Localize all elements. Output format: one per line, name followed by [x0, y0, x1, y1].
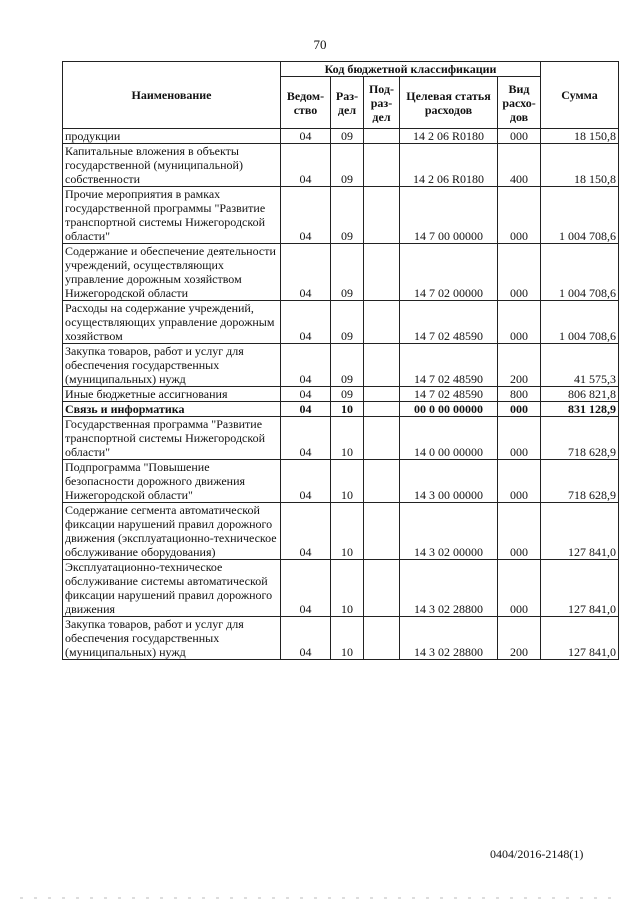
table-row	[63, 244, 619, 301]
table-row	[63, 617, 619, 660]
row-target: 14 7 02 48590	[400, 387, 498, 402]
row-department: 04	[281, 417, 331, 460]
row-expense-type: 200	[498, 344, 541, 387]
row-sum: 718 628,9	[541, 417, 619, 460]
row-expense-type: 000	[498, 301, 541, 344]
row-target: 14 3 02 00000	[400, 503, 498, 560]
row-target: 14 7 00 00000	[400, 187, 498, 244]
row-section: 10	[331, 417, 364, 460]
row-department: 04	[281, 144, 331, 187]
row-target: 14 2 06 R0180	[400, 129, 498, 144]
row-subsection	[364, 344, 400, 387]
header-target: Целевая статья расходов	[400, 77, 498, 129]
row-sum: 1 004 708,6	[541, 187, 619, 244]
table-row	[63, 129, 619, 144]
row-department: 04	[281, 301, 331, 344]
row-name: Расходы на содержание учреждений, осуществляющих управление дорожным хозяйством	[63, 301, 281, 344]
row-name: Прочие мероприятия в рамках государственной программы "Развитие транспортной системы Нижегородской области"	[63, 187, 281, 244]
row-expense-type: 000	[498, 460, 541, 503]
row-name: Закупка товаров, работ и услуг для обеспечения государственных (муниципальных) нужд	[63, 617, 281, 660]
row-target: 14 7 02 48590	[400, 344, 498, 387]
row-target: 14 3 00 00000	[400, 460, 498, 503]
table-row	[63, 301, 619, 344]
table-row	[63, 387, 619, 402]
row-name: Эксплуатационно-техническое обслуживание системы автоматической фиксации нарушений правил дорожного движения	[63, 560, 281, 617]
row-subsection	[364, 144, 400, 187]
row-department: 04	[281, 129, 331, 144]
row-target: 14 3 02 28800	[400, 560, 498, 617]
header-name: Наименование	[63, 62, 281, 129]
row-name: Содержание и обеспечение деятельности учреждений, осуществляющих управление дорожным хозяйством Нижегородской области	[63, 244, 281, 301]
row-name: Капитальные вложения в объекты государственной (муниципальной) собственности	[63, 144, 281, 187]
row-name: Закупка товаров, работ и услуг для обеспечения государственных (муниципальных) нужд	[63, 344, 281, 387]
row-target: 14 7 02 48590	[400, 301, 498, 344]
row-subsection	[364, 187, 400, 244]
row-expense-type: 000	[498, 129, 541, 144]
row-department: 04	[281, 344, 331, 387]
header-section: Раз-дел	[331, 77, 364, 129]
row-sum: 718 628,9	[541, 460, 619, 503]
row-section: 09	[331, 387, 364, 402]
row-section: 09	[331, 129, 364, 144]
header-classification-group: Код бюджетной классификации	[281, 62, 541, 77]
row-sum: 18 150,8	[541, 144, 619, 187]
row-expense-type: 000	[498, 503, 541, 560]
row-subsection	[364, 503, 400, 560]
row-target: 14 3 02 28800	[400, 617, 498, 660]
row-sum: 127 841,0	[541, 617, 619, 660]
row-section: 10	[331, 617, 364, 660]
row-department: 04	[281, 402, 331, 417]
row-name: Содержание сегмента автоматической фиксации нарушений правил дорожного движения (эксплуатационно-техническое обслуживание оборудования)	[63, 503, 281, 560]
row-target: 14 0 00 00000	[400, 417, 498, 460]
row-expense-type: 400	[498, 144, 541, 187]
row-name: продукции	[63, 129, 281, 144]
header-expense-type: Вид расхо-дов	[498, 77, 541, 129]
row-subsection	[364, 417, 400, 460]
row-section: 09	[331, 344, 364, 387]
row-expense-type: 000	[498, 402, 541, 417]
row-section: 10	[331, 460, 364, 503]
budget-table	[62, 61, 619, 660]
row-subsection	[364, 129, 400, 144]
row-section: 09	[331, 187, 364, 244]
table-row	[63, 503, 619, 560]
table-row	[63, 417, 619, 460]
row-department: 04	[281, 244, 331, 301]
row-subsection	[364, 244, 400, 301]
row-department: 04	[281, 187, 331, 244]
table-row	[63, 187, 619, 244]
row-section: 10	[331, 503, 364, 560]
page-number: 70	[313, 37, 327, 52]
row-target: 14 7 02 00000	[400, 244, 498, 301]
row-expense-type: 000	[498, 244, 541, 301]
row-section: 09	[331, 144, 364, 187]
row-sum: 1 004 708,6	[541, 301, 619, 344]
row-department: 04	[281, 460, 331, 503]
scan-edge-noise	[20, 897, 620, 899]
row-expense-type: 000	[498, 417, 541, 460]
row-subsection	[364, 460, 400, 503]
header-subsection: Под-раз-дел	[364, 77, 400, 129]
row-sum: 41 575,3	[541, 344, 619, 387]
row-name: Связь и информатика	[63, 402, 281, 417]
row-expense-type: 000	[498, 560, 541, 617]
table-row	[63, 144, 619, 187]
row-subsection	[364, 617, 400, 660]
row-target: 14 2 06 R0180	[400, 144, 498, 187]
header-sum: Сумма	[541, 62, 619, 129]
row-sum: 1 004 708,6	[541, 244, 619, 301]
row-department: 04	[281, 560, 331, 617]
row-subsection	[364, 387, 400, 402]
row-name: Иные бюджетные ассигнования	[63, 387, 281, 402]
row-section: 09	[331, 301, 364, 344]
row-expense-type: 000	[498, 187, 541, 244]
table-row-section-total	[63, 402, 619, 417]
row-name: Подпрограмма "Повышение безопасности дорожного движения Нижегородской области"	[63, 460, 281, 503]
row-section: 09	[331, 244, 364, 301]
row-subsection	[364, 402, 400, 417]
table-row	[63, 560, 619, 617]
row-sum: 18 150,8	[541, 129, 619, 144]
row-expense-type: 200	[498, 617, 541, 660]
row-sum: 806 821,8	[541, 387, 619, 402]
row-department: 04	[281, 387, 331, 402]
row-subsection	[364, 560, 400, 617]
table-row	[63, 460, 619, 503]
row-sum: 127 841,0	[541, 503, 619, 560]
table-row	[63, 344, 619, 387]
row-target: 00 0 00 00000	[400, 402, 498, 417]
row-section: 10	[331, 560, 364, 617]
row-subsection	[364, 301, 400, 344]
row-section: 10	[331, 402, 364, 417]
document-code: 0404/2016-2148(1)	[490, 847, 584, 861]
row-sum: 831 128,9	[541, 402, 619, 417]
row-department: 04	[281, 503, 331, 560]
row-expense-type: 800	[498, 387, 541, 402]
header-department: Ведом-ство	[281, 77, 331, 129]
row-name: Государственная программа "Развитие транспортной системы Нижегородской области"	[63, 417, 281, 460]
row-sum: 127 841,0	[541, 560, 619, 617]
row-department: 04	[281, 617, 331, 660]
